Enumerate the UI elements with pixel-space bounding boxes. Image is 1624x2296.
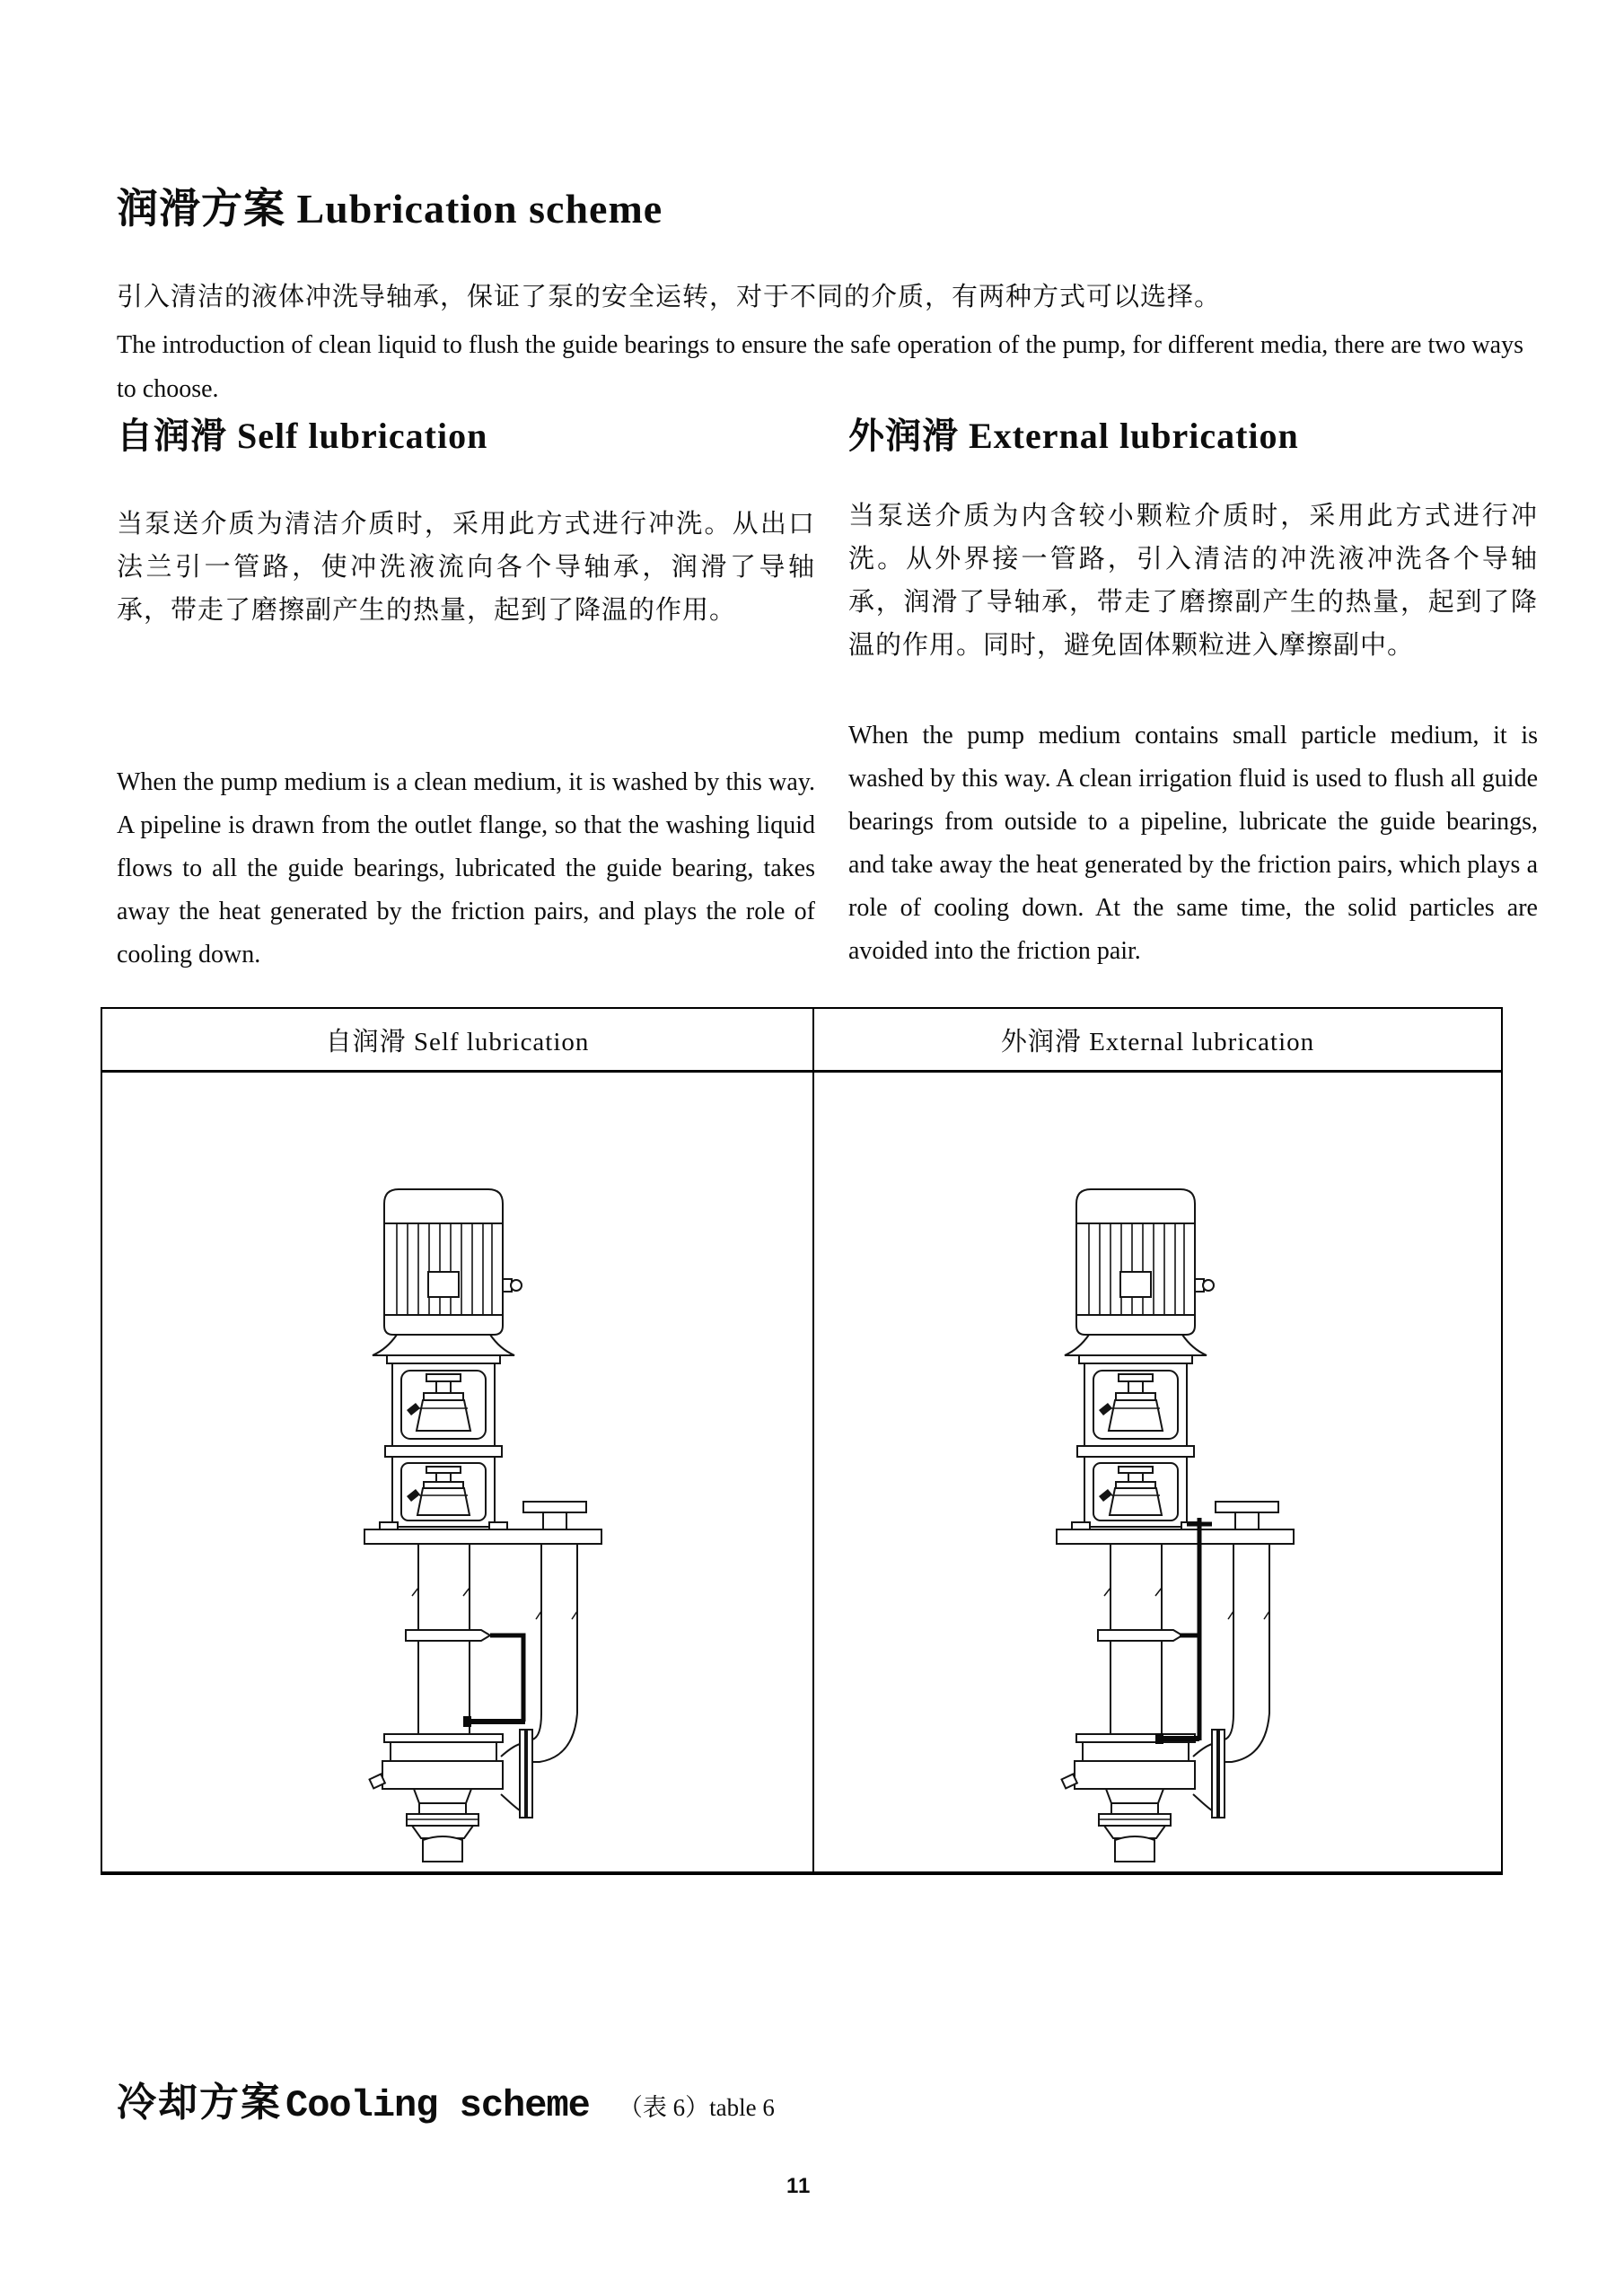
intro-paragraph-zh: 引入清洁的液体冲洗导轴承，保证了泵的安全运转，对于不同的介质，有两种方式可以选择。	[117, 283, 1222, 311]
intro-paragraph-en: The introduction of clean liquid to flush the guide bearings to ensure the safe operation of the pump, for different media, there are two ways to choose.	[117, 331, 1523, 403]
heading-external-lubrication: 外润滑 External lubrication	[848, 416, 1299, 456]
lubrication-figure-table	[101, 1007, 1503, 1875]
self-flush-pipe	[463, 1635, 525, 1727]
external-lubrication-paragraph-en: When the pump medium contains small particle medium, it is washed by this way. A clean irrigation fluid is used to flush all guide bearings from outside to a pipeline, lubricate the guide bearings, and take away the heat generated by the friction pairs, which plays a role of cooling down. At the same time, the solid particles are avoided into the friction pair.	[848, 722, 1538, 965]
self-lubrication-paragraph-zh: 当泵送介质为清洁介质时，采用此方式进行冲洗。从出口法兰引一管路，使冲洗液流向各个导轴承，润滑了导轴承，带走了磨擦副产生的热量，起到了降温的作用。	[117, 510, 815, 625]
cooling-scheme-heading	[117, 2070, 775, 2127]
figure-header-self: 自润滑 Self lubrication	[102, 1009, 814, 1070]
figure-cell-self	[102, 1073, 814, 1871]
cooling-scheme-table-note: （表 6）table 6	[618, 2094, 775, 2121]
self-lubrication-pump-drawing	[353, 1182, 613, 1873]
page-number: 11	[786, 2174, 812, 2198]
figure-table-body-row	[102, 1073, 1501, 1871]
heading-self-lubrication: 自润滑 Self lubrication	[117, 416, 488, 456]
page-title: 润滑方案 Lubrication scheme	[117, 186, 663, 232]
external-lubrication-pump-drawing	[1045, 1182, 1305, 1873]
external-lubrication-paragraph-zh: 当泵送介质为内含较小颗粒介质时，采用此方式进行冲洗。从外界接一管路，引入清洁的冲洗液冲洗各个导轴承，润滑了导轴承，带走了磨擦副产生的热量，起到了降温的作用。同时，避免固体颗粒进入摩擦副中。	[848, 502, 1538, 660]
self-lubrication-paragraph-en: When the pump medium is a clean medium, it is washed by this way. A pipeline is drawn from the outlet flange, so that the washing liquid flows to all the guide bearings, lubricated the guide bearing, takes away the heat generated by the friction pairs, and plays the role of cooling down.	[117, 768, 815, 968]
cooling-scheme-heading-zh: 冷却方案	[117, 2081, 282, 2125]
figure-cell-external	[814, 1073, 1501, 1871]
figure-header-external: 外润滑 External lubrication	[1000, 1027, 1315, 1056]
figure-table-header-row	[102, 1009, 1501, 1073]
cooling-scheme-heading-en: Cooling scheme	[285, 2084, 590, 2127]
